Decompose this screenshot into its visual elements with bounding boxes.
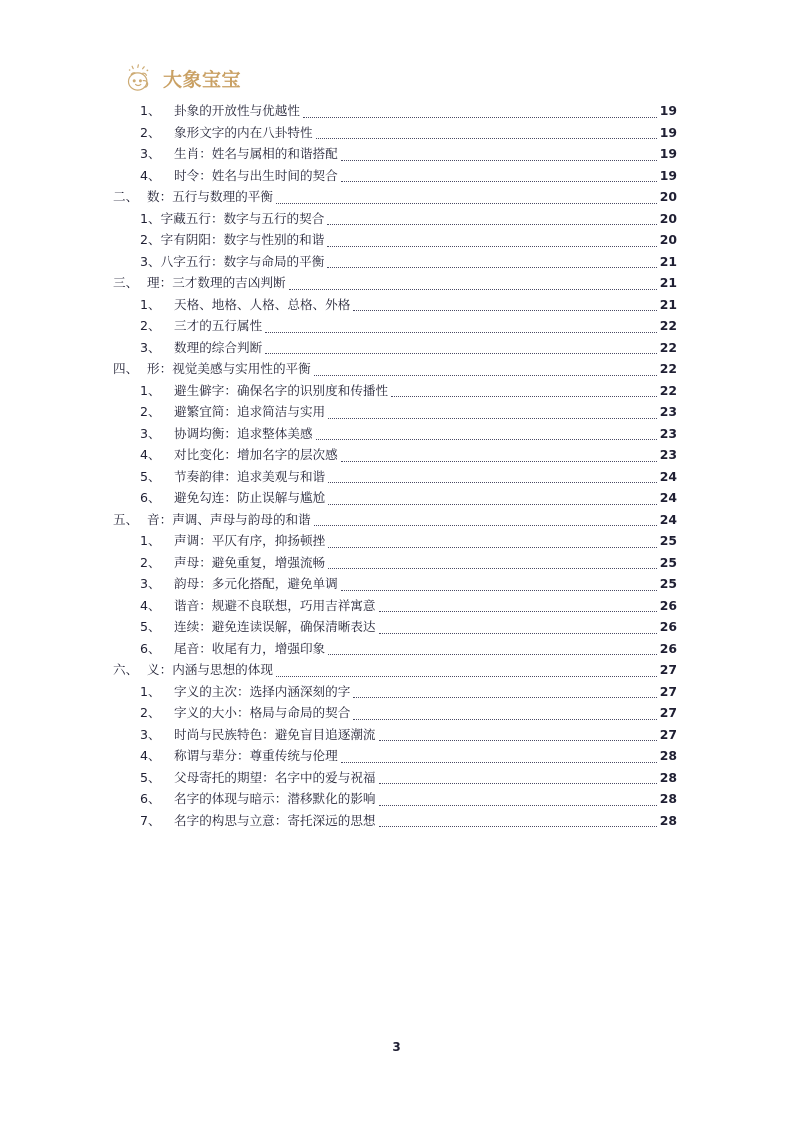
- toc-dot-leader: [379, 730, 658, 742]
- toc-entry[interactable]: [113, 165, 677, 187]
- toc-dot-leader: [341, 171, 657, 183]
- toc-entry-title: 数：五行与数理的平衡: [147, 189, 273, 204]
- toc-entry-page: 28: [659, 748, 677, 763]
- toc-entry-number: 5、: [140, 468, 161, 484]
- toc-entry-number: 3、: [140, 726, 161, 742]
- toc-entry[interactable]: [113, 444, 677, 466]
- toc-entry[interactable]: [113, 294, 677, 316]
- toc-dot-leader: [379, 816, 658, 828]
- logo-text: 大象宝宝: [163, 68, 242, 91]
- toc-entry-title: 三才的五行属性: [174, 318, 263, 333]
- toc-entry-title: 避繁宜简：追求简洁与实用: [174, 404, 326, 419]
- toc-entry-page: 27: [659, 662, 677, 677]
- toc-entry-number: 2、: [140, 554, 161, 570]
- toc-entry-page: 22: [659, 339, 677, 355]
- toc-entry[interactable]: [113, 788, 677, 810]
- toc-entry-page: 20: [659, 210, 677, 226]
- toc-entry[interactable]: [113, 229, 677, 251]
- toc-entry-title: 时尚与民族特色：避免盲目追逐潮流: [174, 726, 376, 742]
- toc-entry-page: 19: [659, 146, 677, 161]
- toc-dot-leader: [327, 257, 657, 269]
- document-logo: [122, 60, 241, 100]
- toc-entry[interactable]: [113, 143, 677, 165]
- toc-dot-leader: [328, 472, 657, 484]
- toc-entry-title: 名字的体现与暗示：潜移默化的影响: [174, 791, 376, 806]
- toc-entry-number: 五、: [113, 511, 139, 527]
- toc-entry-title: 生肖：姓名与属相的和谐搭配: [174, 146, 338, 161]
- toc-entry-title: 避免勾连：防止误解与尴尬: [174, 490, 326, 505]
- toc-dot-leader: [289, 279, 657, 291]
- toc-entry-number: 4、: [140, 597, 161, 613]
- toc-dot-leader: [379, 773, 658, 785]
- toc-dot-leader: [327, 236, 657, 248]
- toc-entry[interactable]: [113, 573, 677, 595]
- toc-entry-number: 3、: [140, 253, 161, 269]
- toc-dot-leader: [328, 537, 657, 549]
- toc-entry[interactable]: [113, 423, 677, 445]
- toc-entry-page: 23: [659, 404, 677, 419]
- toc-entry-number: 2、: [140, 318, 161, 333]
- toc-entry-number: 3、: [140, 425, 161, 441]
- toc-entry-number: 1、: [140, 103, 161, 118]
- toc-entry-number: 6、: [140, 640, 161, 656]
- toc-entry-page: 26: [659, 640, 677, 656]
- toc-entry[interactable]: [113, 681, 677, 703]
- toc-entry-page: 24: [659, 468, 677, 484]
- toc-entry[interactable]: [113, 552, 677, 574]
- toc-entry-page: 21: [659, 275, 677, 290]
- toc-entry[interactable]: [113, 208, 677, 230]
- toc-entry-page: 22: [659, 361, 677, 376]
- toc-entry-title: 谐音：规避不良联想，巧用吉祥寓意: [174, 597, 376, 613]
- toc-entry[interactable]: [113, 638, 677, 660]
- toc-dot-leader: [327, 214, 657, 226]
- toc-entry[interactable]: [113, 487, 677, 509]
- toc-entry[interactable]: [113, 380, 677, 402]
- toc-dot-leader: [379, 601, 658, 613]
- toc-dot-leader: [265, 322, 657, 334]
- toc-dot-leader: [303, 107, 657, 119]
- toc-entry-number: 1、: [140, 210, 161, 226]
- toc-entry-title: 称谓与辈分：尊重传统与伦理: [174, 748, 338, 763]
- toc-entry-number: 2、: [140, 124, 161, 140]
- toc-dot-leader: [341, 150, 657, 162]
- toc-dot-leader: [379, 623, 658, 635]
- toc-entry-page: 20: [659, 189, 677, 204]
- toc-entry-page: 20: [659, 232, 677, 247]
- toc-entry-title: 音：声调、声母与韵母的和谐: [147, 511, 311, 527]
- toc-entry[interactable]: [113, 466, 677, 488]
- toc-entry-title: 字义的主次：选择内涵深刻的字: [174, 683, 351, 699]
- toc-entry-number: 4、: [140, 748, 161, 763]
- toc-entry-number: 1、: [140, 382, 161, 398]
- toc-entry-page: 19: [659, 124, 677, 140]
- toc-dot-leader: [314, 515, 657, 527]
- toc-entry-number: 三、: [113, 275, 139, 290]
- toc-entry[interactable]: [113, 186, 677, 208]
- toc-entry-number: 7、: [140, 812, 161, 828]
- toc-entry[interactable]: [113, 358, 677, 380]
- toc-dot-leader: [353, 300, 657, 312]
- toc-dot-leader: [316, 429, 657, 441]
- toc-dot-leader: [276, 666, 657, 678]
- toc-entry-page: 25: [659, 533, 677, 548]
- toc-entry[interactable]: [113, 767, 677, 789]
- toc-entry-page: 26: [659, 597, 677, 613]
- toc-entry[interactable]: [113, 251, 677, 273]
- toc-entry-title: 尾音：收尾有力，增强印象: [174, 640, 326, 656]
- toc-entry-title: 义：内涵与思想的体现: [147, 662, 273, 677]
- toc-entry-number: 1、: [140, 533, 161, 548]
- toc-entry-title: 避生僻字：确保名字的识别度和传播性: [174, 382, 389, 398]
- toc-dot-leader: [353, 687, 657, 699]
- toc-entry-page: 24: [659, 490, 677, 505]
- elephant-mascot-icon: [122, 63, 156, 97]
- toc-entry[interactable]: [113, 659, 677, 681]
- toc-entry-page: 19: [659, 167, 677, 183]
- toc-entry[interactable]: [113, 595, 677, 617]
- toc-entry-number: 4、: [140, 447, 161, 462]
- toc-entry-number: 6、: [140, 791, 161, 806]
- toc-entry[interactable]: [113, 616, 677, 638]
- toc-entry-title: 名字的构思与立意：寄托深远的思想: [174, 812, 376, 828]
- toc-entry-title: 父母寄托的期望：名字中的爱与祝福: [174, 769, 376, 785]
- toc-entry-number: 3、: [140, 339, 161, 355]
- toc-entry-title: 字藏五行：数字与五行的契合: [160, 210, 325, 226]
- toc-entry[interactable]: [113, 100, 677, 122]
- toc-dot-leader: [328, 644, 657, 656]
- toc-entry-number: 2、: [140, 705, 161, 720]
- toc-entry[interactable]: [113, 745, 677, 767]
- toc-entry[interactable]: [113, 315, 677, 337]
- toc-entry-title: 声调：平仄有序，抑扬顿挫: [174, 533, 326, 548]
- toc-entry-page: 23: [659, 425, 677, 441]
- toc-entry-page: 25: [659, 576, 677, 591]
- toc-entry[interactable]: [113, 337, 677, 359]
- toc-entry-title: 声母：避免重复，增强流畅: [174, 554, 326, 570]
- page-number: 3: [392, 1040, 401, 1054]
- toc-dot-leader: [353, 709, 657, 721]
- toc-entry-title: 卦象的开放性与优越性: [174, 103, 300, 118]
- toc-entry-number: 3、: [140, 576, 161, 591]
- page-footer: [0, 1040, 793, 1054]
- toc-entry-title: 数理的综合判断: [174, 339, 263, 355]
- toc-entry-number: 二、: [113, 189, 139, 204]
- toc-entry-title: 时令：姓名与出生时间的契合: [174, 167, 338, 183]
- toc-entry-number: 六、: [113, 662, 139, 677]
- toc-entry-number: 四、: [113, 361, 139, 376]
- toc-entry-page: 25: [659, 554, 677, 570]
- toc-dot-leader: [276, 193, 657, 205]
- toc-entry-number: 2、: [140, 232, 161, 247]
- toc-entry-title: 字义的大小：格局与命局的契合: [174, 705, 351, 720]
- toc-dot-leader: [328, 408, 657, 420]
- toc-entry[interactable]: [113, 401, 677, 423]
- toc-entry-number: 4、: [140, 167, 161, 183]
- toc-entry-title: 对比变化：增加名字的层次感: [174, 447, 338, 462]
- toc-dot-leader: [379, 795, 658, 807]
- toc-entry[interactable]: [113, 509, 677, 531]
- toc-entry-page: 24: [659, 511, 677, 527]
- toc-entry-title: 节奏韵律：追求美观与和谐: [174, 468, 326, 484]
- toc-entry-number: 1、: [140, 683, 161, 699]
- toc-entry-page: 22: [659, 318, 677, 333]
- toc-entry-title: 象形文字的内在八卦特性: [174, 124, 313, 140]
- toc-entry[interactable]: [113, 724, 677, 746]
- toc-entry-page: 21: [659, 296, 677, 312]
- toc-dot-leader: [265, 343, 657, 355]
- toc-entry-page: 23: [659, 447, 677, 462]
- toc-entry-page: 22: [659, 382, 677, 398]
- toc-entry-page: 28: [659, 769, 677, 785]
- toc-entry-page: 27: [659, 683, 677, 699]
- toc-entry-number: 5、: [140, 769, 161, 785]
- toc-dot-leader: [391, 386, 657, 398]
- toc-entry-number: 6、: [140, 490, 161, 505]
- toc-dot-leader: [341, 752, 657, 764]
- toc-entry-title: 天格、地格、人格、总格、外格: [174, 296, 351, 312]
- toc-entry-page: 19: [659, 103, 677, 118]
- toc-entry-page: 27: [659, 726, 677, 742]
- toc-entry-number: 2、: [140, 404, 161, 419]
- toc-entry-page: 26: [659, 619, 677, 634]
- toc-entry[interactable]: [113, 122, 677, 144]
- toc-entry-title: 协调均衡：追求整体美感: [174, 425, 313, 441]
- toc-entry[interactable]: [113, 810, 677, 832]
- toc-entry-number: 1、: [140, 296, 161, 312]
- toc-entry[interactable]: [113, 702, 677, 724]
- toc-entry[interactable]: [113, 272, 677, 294]
- toc-entry-number: 5、: [140, 619, 161, 634]
- toc-entry-page: 28: [659, 812, 677, 828]
- toc-entry-title: 韵母：多元化搭配，避免单调: [174, 576, 338, 591]
- toc-entry-number: 3、: [140, 146, 161, 161]
- toc-entry-page: 21: [659, 253, 677, 269]
- toc-entry-title: 连续：避免连读误解，确保清晰表达: [174, 619, 376, 634]
- toc-entry-title: 理：三才数理的吉凶判断: [147, 275, 286, 290]
- toc-entry-page: 27: [659, 705, 677, 720]
- toc-entry-title: 形：视觉美感与实用性的平衡: [147, 361, 311, 376]
- toc-dot-leader: [328, 494, 657, 506]
- toc-dot-leader: [341, 580, 657, 592]
- toc-dot-leader: [328, 558, 657, 570]
- toc-entry[interactable]: [113, 530, 677, 552]
- toc-dot-leader: [314, 365, 657, 377]
- toc-entry-title: 八字五行：数字与命局的平衡: [160, 253, 325, 269]
- toc-dot-leader: [316, 128, 657, 140]
- toc-dot-leader: [341, 451, 657, 463]
- toc-entry-title: 字有阴阳：数字与性别的和谐: [160, 232, 325, 247]
- table-of-contents: [113, 100, 677, 831]
- toc-entry-page: 28: [659, 791, 677, 806]
